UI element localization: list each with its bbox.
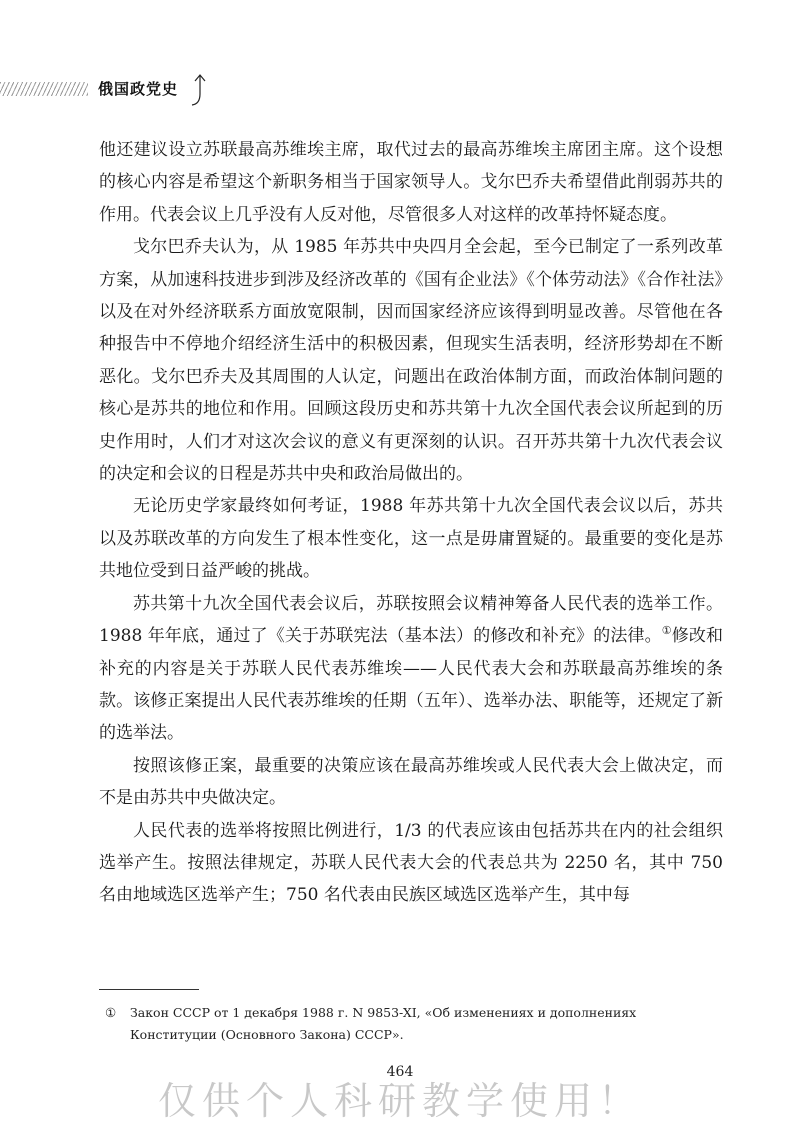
footnote-text: Закон СССР от 1 декабря 1988 г. N 9853-XI, «Об изменениях и дополнениях Конституции (Основного Закона) СССР». <box>130 1005 637 1042</box>
book-title: 俄国政党史 <box>98 80 179 98</box>
paragraph-4-text-a: 苏共第十九次全国代表会议后，苏联按照会议精神筹备人民代表的选举工作。1988 年年底，通过了《关于苏联宪法（基本法）的修改和补充》的法律。 <box>99 593 723 647</box>
paragraph-1: 他还建议设立苏联最高苏维埃主席，取代过去的最高苏维埃主席团主席。这个设想的核心内容是希望这个新职务相当于国家领导人。戈尔巴乔夫希望借此削弱苏共的作用。代表会议上几乎没有人反对他，尽管很多人对这样的改革持怀疑态度。 <box>99 140 723 225</box>
footnote-marker[interactable]: ① <box>661 624 672 638</box>
paragraph-5: 按照该修正案，最重要的决策应该在最高苏维埃或人民代表大会上做决定，而不是由苏共中央做决定。 <box>99 755 723 809</box>
footnote-divider <box>99 989 199 990</box>
footnote <box>105 1002 724 1046</box>
arrow-up-icon <box>188 72 210 108</box>
paragraph-6: 人民代表的选举将按照比例进行，1/3 的代表应该由包括苏共在内的社会组织选举产生。按照法律规定，苏联人民代表大会的代表总共为 2250 名，其中 750 名由地域选区选举产生；750 名代表由民族区域选区选举产生，其中每 <box>99 820 723 906</box>
running-header <box>0 72 800 112</box>
body-text <box>99 134 723 912</box>
page-number: 464 <box>386 1064 414 1080</box>
paragraph-3: 无论历史学家最终如何考证，1988 年苏共第十九次全国代表会议以后，苏共以及苏联改革的方向发生了根本性变化，这一点是毋庸置疑的。最重要的变化是苏共地位受到日益严峻的挑战。 <box>99 496 723 582</box>
paragraph-2: 戈尔巴乔夫认为，从 1985 年苏共中央四月全会起，至今已制定了一系列改革方案，从加速科技进步到涉及经济改革的《国有企业法》《个体劳动法》《合作社法》以及在对外经济联系方面放宽限制，因而国家经济应该得到明显改善。尽管他在各种报告中不停地介绍经济生活中的积极因素，但现实生活表明，经济形势却在不断恶化。戈尔巴乔夫及其周围的人认定，问题出在政治体制方面，而政治体制问题的核心是苏共的地位和作用。回顾这段历史和苏共第十九次全国代表会议所起到的历史作用时，人们才对这次会议的意义有更深刻的认识。召开苏共第十九次代表会议的决定和会议的日程是苏共中央和政治局做出的。 <box>99 237 723 485</box>
paragraph-4 <box>99 588 723 750</box>
paragraph-4-text-b: 修改和补充的内容是关于苏联人民代表苏维埃——人民代表大会和苏联最高苏维埃的条款。该修正案提出人民代表苏维埃的任期（五年）、选举办法、职能等，还规定了新的选举法。 <box>99 626 723 744</box>
footnote-number: ① <box>105 1005 117 1020</box>
header-hatch-decoration <box>0 82 88 96</box>
watermark: 仅供个人科研教学使用！ <box>157 1079 642 1123</box>
